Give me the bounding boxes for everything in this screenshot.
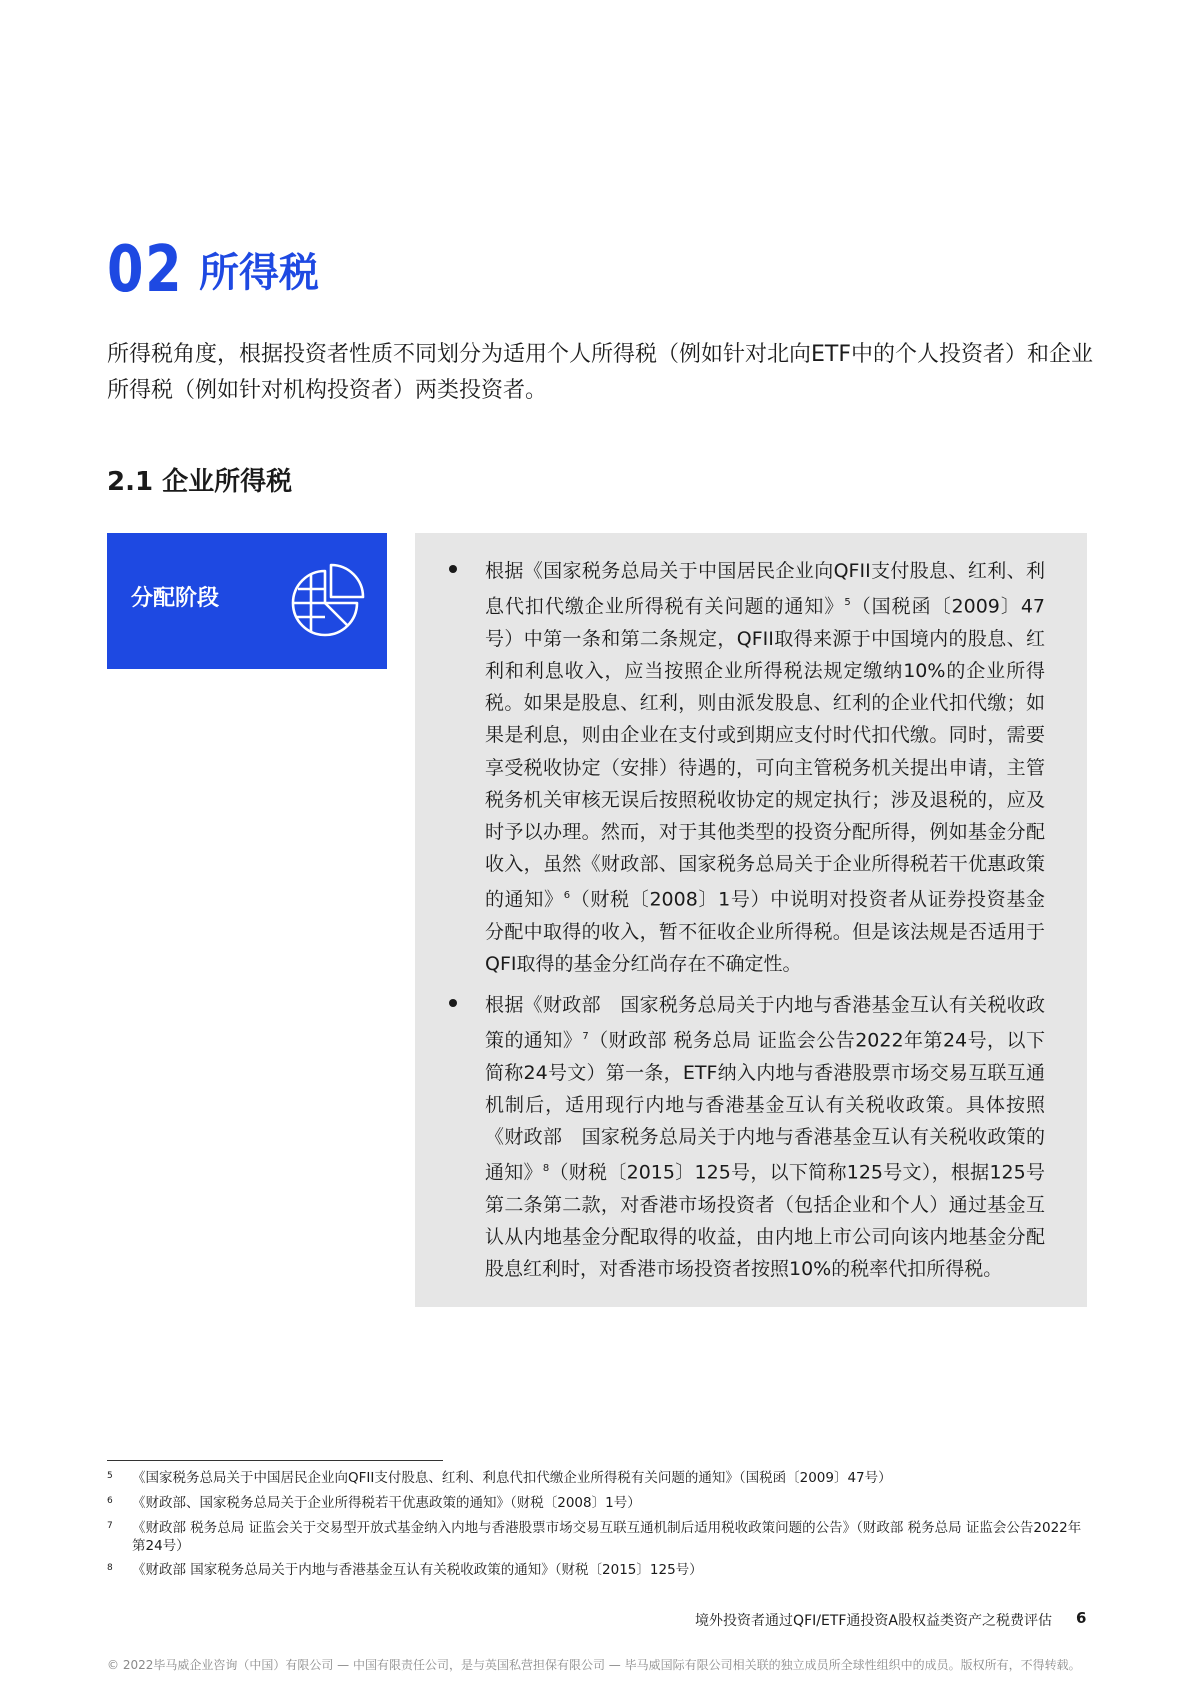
tile-label: 分配阶段 <box>131 586 220 611</box>
bullet-dot <box>449 999 457 1007</box>
bullet-text: 根据《国家税务总局关于中国居民企业向QFII支付股息、红利、利息代扣代缴企业所得税有关问题的通知》$^5$（国税函〔2009〕47号）中第一条和第二条规定，QFII取得来源于中国境内的股息、红利和利息收入，应当按照企业所得税法规定缴纳10%的企业所得税。如果是股息、红利，则由派发股息、红利的企业代扣代缴；如果是利息，则由企业在支付或到期应支付时代扣代缴。同时，需要享受税收协定（安排）待遇的，可向主管税务机关提出申请，主管税务机关审核无误后按照税收协定的规定执行；涉及退税的，应及时予以办理。然而，对于其他类型的投资分配所得，例如基金分配收入，虽然《财政部、国家税务总局关于企业所得税若干优惠政策的通知》$^6$（财税〔2008〕1号）中说明对投资者从证券投资基金分配中取得的收入，暂不征收企业所得税。但是该法规是否适用于QFI取得的基金分红尚存在不确定性。 <box>485 560 1045 976</box>
page-number: 6 <box>1076 1609 1087 1627</box>
bullet-dot <box>449 565 457 573</box>
copyright-notice: © 2022毕马威企业咨询（中国）有限公司 — 中国有限责任公司，是与英国私营担保有限公司 — 毕马威国际有限公司相关联的独立成员所全球性组织中的成员。版权所有，不得转载。 <box>107 1658 1081 1672</box>
footnote-divider <box>107 1460 443 1461</box>
section-title: 2.1 企业所得税 <box>107 467 293 497</box>
chapter-title: 所得税 <box>199 250 319 296</box>
report-title: 境外投资者通过QFI/ETF通投资A股权益类资产之税费评估 <box>695 1613 1052 1629</box>
pie-chart-icon <box>289 561 367 641</box>
chapter-number: 02 <box>107 233 184 307</box>
bullet-text: 根据《财政部 国家税务总局关于内地与香港基金互认有关税收政策的通知》$^7$（财政部 税务总局 证监会公告2022年第24号，以下简称24号文）第一条，ETF纳入内地与香港股票市场交易互联互通机制后，适用现行内地与香港基金互认有关税收政策。具体按照《财政部 国家税务总局关于内地与香港基金互认有关税收政策的通知》$^8$（财税〔2015〕125号，以下简称125号文），根据125号第二条第二款，对香港市场投资者（包括企业和个人）通过基金互认从内地基金分配取得的收益，由内地上市公司向该内地基金分配股息红利时，对香港市场投资者按照10%的税率代扣所得税。 <box>485 994 1045 1281</box>
distribution-stage-tile <box>107 533 387 669</box>
content-box <box>415 533 1087 1307</box>
intro-paragraph: 所得税角度，根据投资者性质不同划分为适用个人所得税（例如针对北向ETF中的个人投资者）和企业所得税（例如针对机构投资者）两类投资者。 <box>107 342 1093 403</box>
